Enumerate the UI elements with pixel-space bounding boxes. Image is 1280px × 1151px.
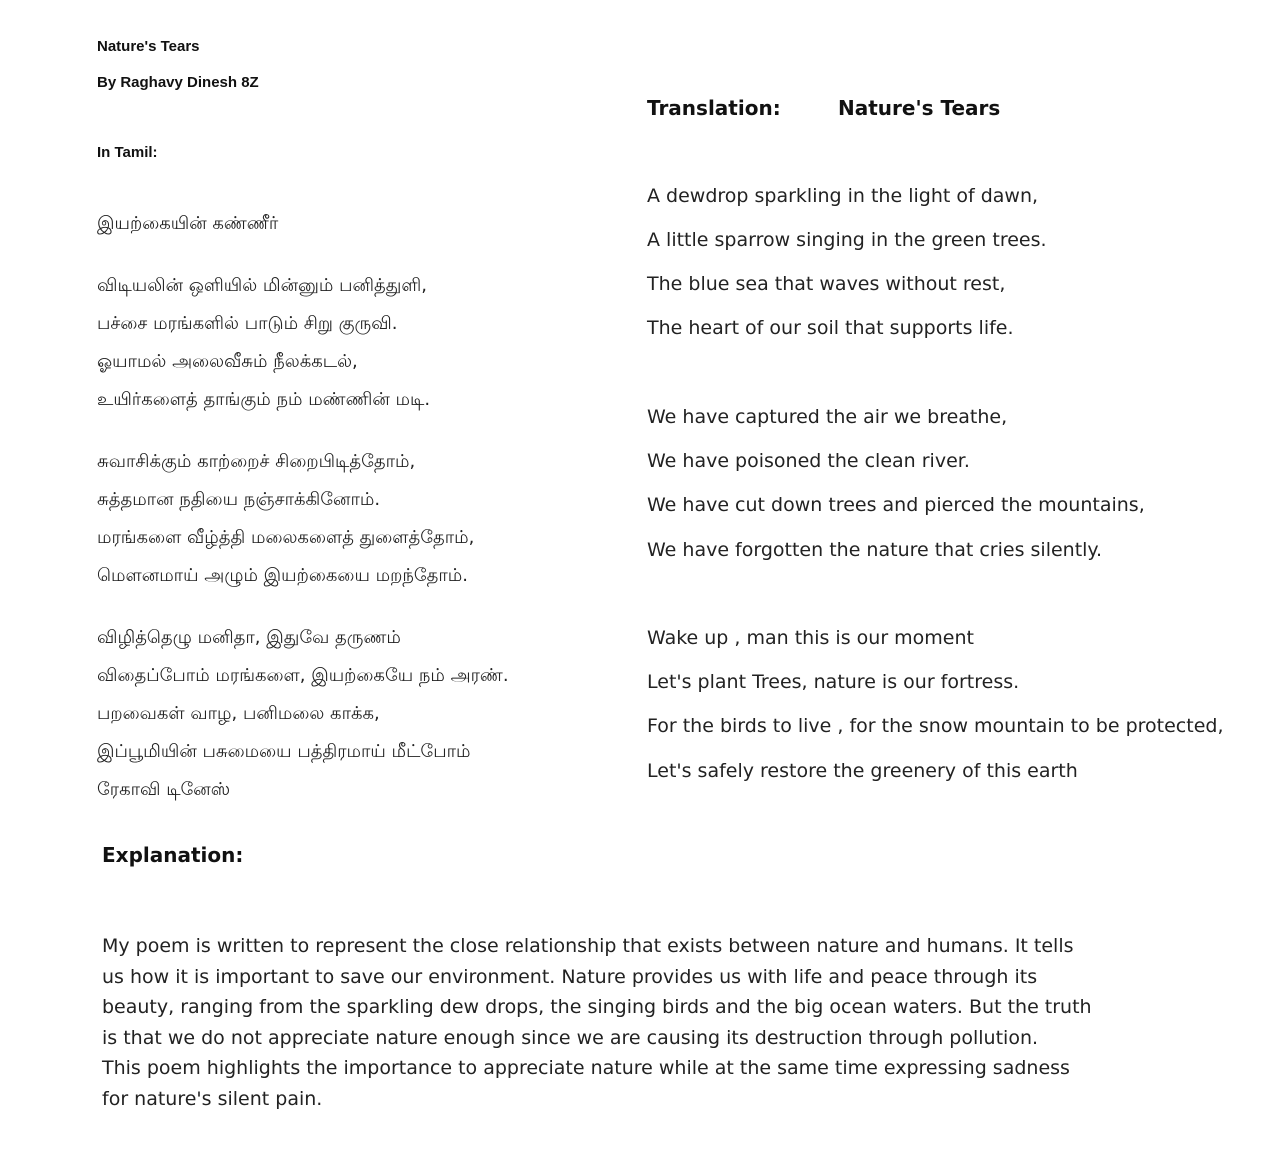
tamil-line: மரங்களை வீழ்த்தி மலைகளைத் துளைத்தோம், xyxy=(97,527,475,548)
explanation-paragraph xyxy=(102,931,1092,1115)
poem-title: Nature's Tears xyxy=(97,38,200,55)
tamil-line: பச்சை மரங்களில் பாடும் சிறு குருவி. xyxy=(97,313,398,334)
translation-title: Nature's Tears xyxy=(838,96,1001,120)
explanation-line: My poem is written to represent the close relationship that exists between nature and humans. It tells xyxy=(102,935,1074,957)
translation-line: We have poisoned the clean river. xyxy=(647,450,970,472)
explanation-label: Explanation: xyxy=(102,843,244,867)
author-line: By Raghavy Dinesh 8Z xyxy=(97,74,259,91)
tamil-line: விழித்தெழு மனிதா, இதுவே தருணம் xyxy=(97,627,401,648)
translation-label: Translation: xyxy=(647,96,781,120)
tamil-line: சுத்தமான நதியை நஞ்சாக்கினோம். xyxy=(97,489,381,510)
explanation-line: for nature's silent pain. xyxy=(102,1087,323,1110)
explanation-line: beauty, ranging from the sparkling dew drops, the singing birds and the big ocean waters. But the truth xyxy=(102,996,1092,1019)
translation-line: The blue sea that waves without rest, xyxy=(647,273,1006,295)
translation-line: Let's safely restore the greenery of this earth xyxy=(647,760,1078,782)
tamil-signature: ரேகாவி டினேஸ் xyxy=(97,779,231,800)
translation-line: We have cut down trees and pierced the mountains, xyxy=(647,494,1145,516)
translation-line: Wake up , man this is our moment xyxy=(647,627,974,649)
tamil-line: இப்பூமியின் பசுமையை பத்திரமாய் மீட்போம் xyxy=(97,741,471,762)
tamil-line: சுவாசிக்கும் காற்றைச் சிறைபிடித்தோம், xyxy=(97,451,416,472)
tamil-title: இயற்கையின் கண்ணீர் xyxy=(97,213,279,234)
translation-line: A little sparrow singing in the green trees. xyxy=(647,229,1047,251)
translation-line: We have forgotten the nature that cries silently. xyxy=(647,539,1103,561)
translation-line: The heart of our soil that supports life. xyxy=(647,317,1014,339)
translation-line: We have captured the air we breathe, xyxy=(647,406,1008,428)
translation-line: A dewdrop sparkling in the light of dawn, xyxy=(647,185,1039,207)
tamil-line: ஓயாமல் அலைவீசும் நீலக்கடல், xyxy=(97,351,358,372)
in-tamil-label: In Tamil: xyxy=(97,144,158,161)
tamil-line: விதைப்போம் மரங்களை, இயற்கையே நம் அரண். xyxy=(97,665,509,686)
translation-line: Let's plant Trees, nature is our fortress. xyxy=(647,671,1020,693)
explanation-line: is that we do not appreciate nature enough since we are causing its destruction through pollution. xyxy=(102,1026,1039,1049)
tamil-line: மௌனமாய் அழும் இயற்கையை மறந்தோம். xyxy=(97,565,469,586)
tamil-line: பறவைகள் வாழ, பனிமலை காக்க, xyxy=(97,703,380,724)
explanation-line: us how it is important to save our environment. Nature provides us with life and peace through its xyxy=(102,965,1038,988)
translation-line: For the birds to live , for the snow mountain to be protected, xyxy=(647,715,1224,737)
explanation-line: This poem highlights the importance to appreciate nature while at the same time expressing sadness xyxy=(102,1057,1070,1080)
tamil-line: உயிர்களைத் தாங்கும் நம் மண்ணின் மடி. xyxy=(97,389,431,410)
tamil-line: விடியலின் ஒளியில் மின்னும் பனித்துளி, xyxy=(97,275,428,296)
